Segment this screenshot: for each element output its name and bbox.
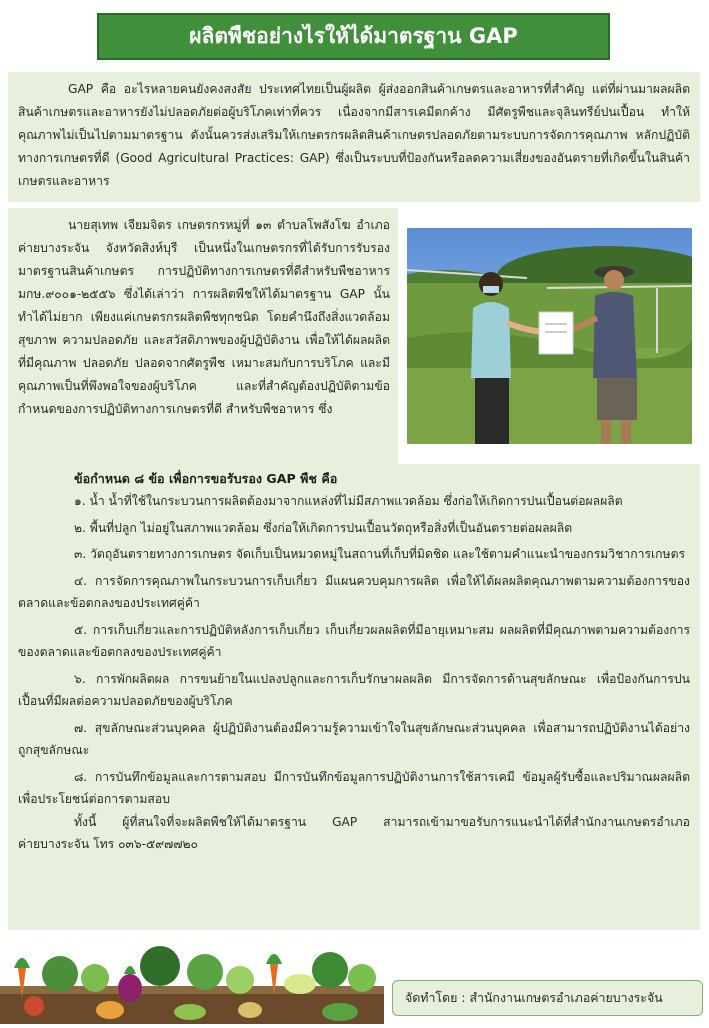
requirements-panel [8, 464, 700, 930]
credit-text: จัดทำโดย : สำนักงานเกษตรอำเภอค่ายบางระจัน [405, 989, 663, 1005]
requirement-item: ๒. พื้นที่ปลูก ไม่อยู่ในสภาพแวดล้อม ซึ่งก่อให้เกิดการปนเปื้อนวัตถุหรือสิ่งที่เป็นอันตรายต่อผลผลิต [74, 520, 573, 535]
farmer-story-paragraph: นายสุเทพ เจียมจิตร เกษตรกรหมู่ที่ ๑๓ ตำบลโพสังโฆ อำเภอค่ายบางระจัน จังหวัดสิงห์บุรี เป็นหนึ่งในเกษตรกรที่ได้รับการรับรองมาตรฐานสินค้าเกษตร การปฏิบัติทางการเกษตรที่ดีสำหรับพืชอาหาร มกษ.๙๐๐๑-๒๕๕๖ ซึ่งได้เล่าว่า การผลิตพืชให้ได้มาตรฐาน GAP นั้น ทำได้ไม่ยาก เพียงแค่เกษตรกรผลิตพืชทุกชนิด โดยคำนึงถึงสิ่งแวดล้อม สุขภาพ ความปลอดภัย และสวัสดิภาพของผู้ปฏิบัติงาน เพื่อให้ได้ผลผลิตที่มีคุณภาพ ปลอดภัย ปลอดจากศัตรูพืช เหมาะสมกับการบริโภค และมีคุณภาพเป็นที่พึงพอใจของผู้บริโภค และที่สำคัญต้องปฏิบัติตามข้อกำหนดของการปฏิบัติทางการเกษตรที่ดี สำหรับพืชอาหาร ซึ่ง [18, 218, 390, 416]
requirement-item: ๕. การเก็บเกี่ยวและการปฏิบัติหลังการเก็บเกี่ยว เก็บเกี่ยวผลผลิตที่มีอายุเหมาะสม ผลผลิตที่มีคุณภาพตามความต้องการของตลาดและข้อตกลงของประเทศคู่ค้า [18, 622, 690, 659]
vegetable-illustration [0, 928, 384, 1024]
requirement-item: ๑. น้ำ น้ำที่ใช้ในกระบวนการผลิตต้องมาจากแหล่งที่ไม่มีสภาพแวดล้อม ซึ่งก่อให้เกิดการปนเปื้อนต่อผลผลิต [74, 494, 623, 508]
intro-panel [8, 72, 700, 202]
closing-paragraph: ทั้งนี้ ผู้ที่สนใจที่จะผลิตพืชให้ได้มาตรฐาน GAP สามารถเข้ามาขอรับการแนะนำได้ที่สำนักงานเกษตรอำเภอค่ายบางระจัน โทร ๐๓๖-๕๙๗๗๒๐ [18, 814, 690, 851]
page-title: ผลิตพืชอย่างไรให้ได้มาตรฐาน GAP [189, 24, 518, 48]
requirement-item: ๗. สุขลักษณะส่วนบุคคล ผู้ปฏิบัติงานต้องมีความรู้ความเข้าใจในสุขลักษณะส่วนบุคคล เพื่อสามารถปฏิบัติงานได้อย่างถูกสุขลักษณะ [18, 720, 690, 757]
farmer-story-panel [8, 208, 398, 464]
requirements-heading: ข้อกำหนด ๘ ข้อ เพื่อการขอรับรอง GAP พืช คือ [74, 471, 338, 486]
certificate-photo [407, 228, 692, 444]
credit-box [392, 980, 703, 1016]
requirement-item: ๘. การบันทึกข้อมูลและการตามสอบ มีการบันทึกข้อมูลการปฏิบัติงานการใช้สารเคมี ข้อมูลผู้รับซื้อและปริมาณผลผลิต เพื่อประโยชน์ต่อการตามสอบ [18, 769, 690, 806]
intro-paragraph: GAP คือ อะไรหลายคนยังคงสงสัย ประเทศไทยเป็นผู้ผลิต ผู้ส่งออกสินค้าเกษตรและอาหารที่สำคัญ แต่ที่ผ่านมาผลผลิตสินค้าเกษตรและอาหารยังไม่ปลอดภัยต่อผู้บริโภคเท่าที่ควร เนื่องจากมีสารเคมีตกค้าง มีศัตรูพืชและจุลินทรีย์ปนเปื้อน ทำให้คุณภาพไม่เป็นไปตามมาตรฐาน ดังนั้นควรส่งเสริมให้เกษตรกรผลิตสินค้าเกษตรปลอดภัยตามระบบการจัดการคุณภาพ หลักปฏิบัติทางการเกษตรที่ดี (Good Agricultural Practices: GAP) ซึ่งเป็นระบบที่ป้องกันหรือลดความเสี่ยงของอันตรายที่เกิดขึ้นในสินค้าเกษตรและอาหาร [18, 82, 690, 188]
requirement-item: ๖. การพักผลิตผล การขนย้ายในแปลงปลูกและการเก็บรักษาผลผลิต มีการจัดการด้านสุขลักษณะ เพื่อป้องกันการปนเปื้อนที่มีผลต่อความปลอดภัยของผู้บริโภค [18, 671, 690, 708]
requirement-item: ๔. การจัดการคุณภาพในกระบวนการเก็บเกี่ยว มีแผนควบคุมการผลิต เพื่อให้ได้ผลผลิตคุณภาพตามความต้องการของตลาดและข้อตกลงของประเทศคู่ค้า [18, 573, 690, 610]
title-banner [97, 13, 610, 60]
requirement-item: ๓. วัตถุอันตรายทางการเกษตร จัดเก็บเป็นหมวดหมู่ในสถานที่เก็บที่มิดชิด และใช้ตามคำแนะนำของกรมวิชาการเกษตร [74, 547, 686, 561]
certificate-paper [539, 312, 573, 354]
